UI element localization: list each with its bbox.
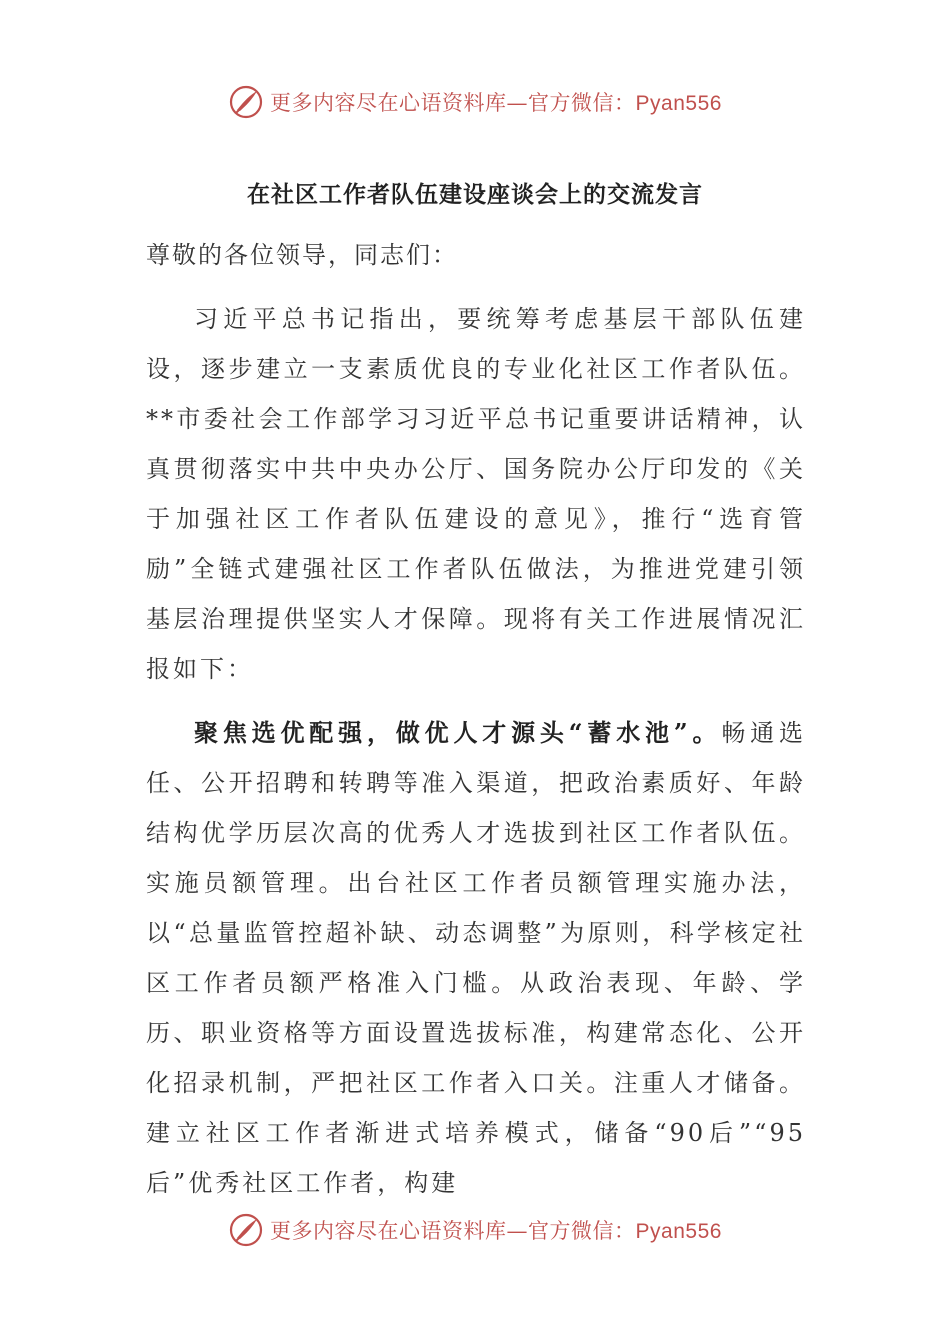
paragraph-intro-text: 习近平总书记指出，要统筹考虑基层干部队伍建设，逐步建立一支素质优良的专业化社区工作者队伍。**市委社会工作部学习习近平总书记重要讲话精神，认真贯彻落实中共中央办公厅、国务院办公厅印发的《关于加强社区工作者队伍建设的意见》，推行“选育管励”全链式建强社区工作者队伍做法，为推进党建引领基层治理提供坚实人才保障。现将有关工作进展情况汇报如下： (146, 305, 806, 683)
banner-wechat-id: Pyan556 (635, 92, 722, 115)
salutation: 尊敬的各位领导，同志们： (146, 241, 458, 269)
banner-separator: — (506, 1219, 529, 1243)
document-title: 在社区工作者队伍建设座谈会上的交流发言 (247, 181, 703, 208)
footer-banner (0, 1208, 950, 1252)
banner-text (270, 87, 722, 117)
section-1-text: 畅通选任、公开招聘和转聘等准入渠道，把政治素质好、年龄结构优学历层次高的优秀人才选拔到社区工作者队伍。实施员额管理。出台社区工作者员额管理实施办法，以“总量监管控超补缺、动态调整”为原则，科学核定社区工作者员额严格准入门槛。从政治表现、年龄、学历、职业资格等方面设置选拔标准，构建常态化、公开化招录机制，严把社区工作者入口关。注重人才储备。建立社区工作者渐进式培养模式，储备“90后”“95后”优秀社区工作者，构建 (146, 719, 806, 1197)
banner-library-text: 更多内容尽在心语资料库 (270, 91, 507, 115)
banner-wechat-label: 官方微信： (528, 1219, 636, 1243)
section-1-heading: 聚焦选优配强，做优人才源头“蓄水池”。 (194, 718, 722, 747)
banner-library-text: 更多内容尽在心语资料库 (270, 1219, 507, 1243)
banner-wechat-id: Pyan556 (635, 1220, 722, 1243)
banner-text (270, 1215, 722, 1245)
paragraph-intro (146, 294, 806, 694)
document-body (146, 230, 806, 1208)
banner-separator: — (506, 91, 529, 115)
paragraph-section-1 (146, 708, 806, 1208)
banner-wechat-label: 官方微信： (528, 91, 636, 115)
quill-logo-icon (228, 84, 264, 120)
header-banner (0, 80, 950, 124)
quill-logo-icon (228, 1212, 264, 1248)
